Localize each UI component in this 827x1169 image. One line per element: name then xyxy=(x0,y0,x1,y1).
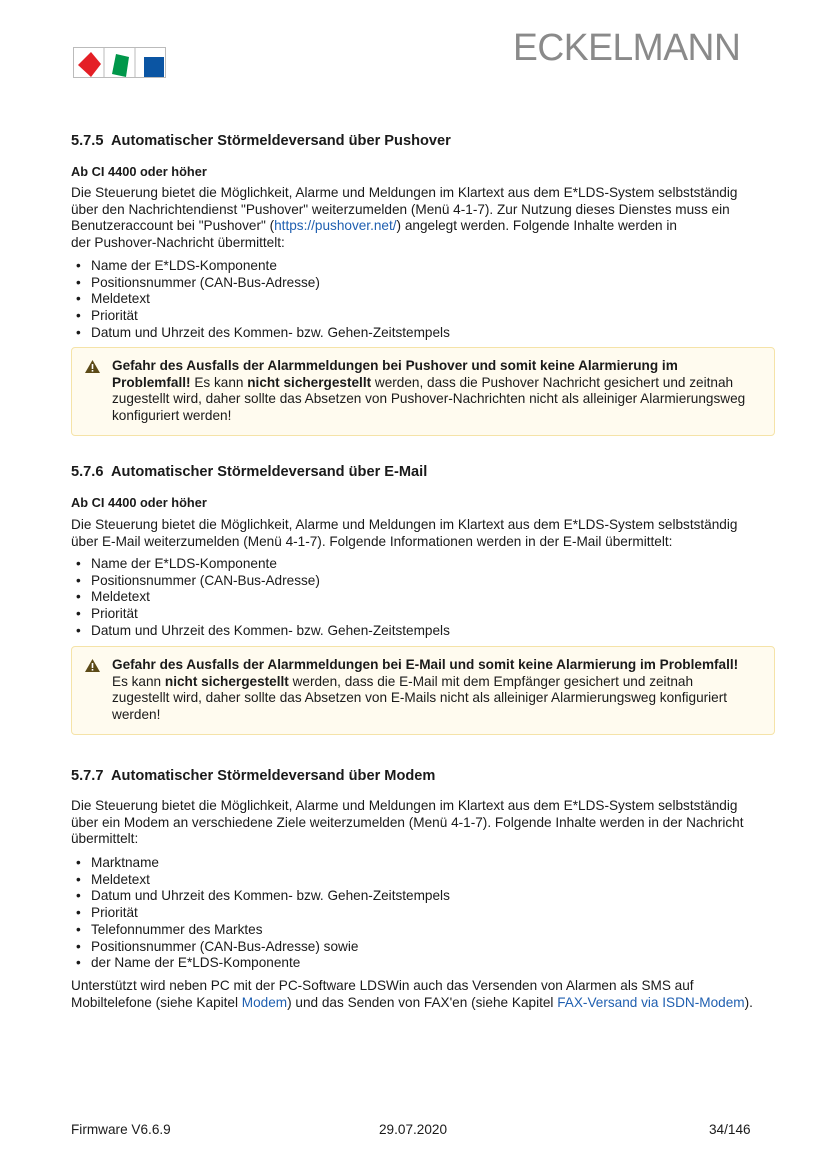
list-item: • der Name der E*LDS-Komponente xyxy=(71,955,759,972)
version-note: Ab CI 4400 oder höher xyxy=(71,164,207,179)
section-heading-email: 5.7.6 Automatischer Störmeldeversand über E-Mail xyxy=(71,464,428,480)
list-item: • Telefonnummer des Marktes xyxy=(71,922,759,939)
paragraph: Unterstützt wird neben PC mit der PC-Software LDSWin auch das Versenden von Alarmen als SMS auf Mobiltelefone (siehe Kapitel Modem) und das Senden von FAX'en (siehe Kapitel FAX-Versand via ISDN-Modem). xyxy=(71,978,753,1010)
section-heading-modem: 5.7.7 Automatischer Störmeldeversand über Modem xyxy=(71,768,436,784)
fax-link[interactable]: FAX-Versand via ISDN-Modem xyxy=(557,994,745,1010)
paragraph: Die Steuerung bietet die Möglichkeit, Alarme und Meldungen im Klartext aus dem E*LDS-System selbstständig über E-Mail weiterzumelden (Menü 4-1-7). Folgende Informationen werden in der E-Mail übermittelt: xyxy=(71,517,738,549)
modem-link[interactable]: Modem xyxy=(241,994,288,1010)
eckelmann-logo-icon xyxy=(73,47,166,79)
warning-box: Gefahr des Ausfalls der Alarmmeldungen bei E-Mail und somit keine Alarmierung im Problemfall! Es kann nicht sichergestellt werden, dass die E-Mail mit dem Empfänger gesichert und zeitnah zugestellt wird, daher sollte das Absetzen von E-Mails nicht als alleiniger Alarmierungsweg konfiguriert werden! xyxy=(71,646,775,735)
warning-icon xyxy=(85,360,100,373)
warning-box: Gefahr des Ausfalls der Alarmmeldungen bei Pushover und somit keine Alarmierung im Problemfall! Es kann nicht sichergestellt werden, dass die Pushover Nachricht gesichert und zeitnah zugestellt wird, daher sollte das Absetzen von Pushover-Nachrichten nicht als alleiniger Alarmierungsweg konfiguriert werden! xyxy=(71,347,775,436)
list-item: • Priorität xyxy=(71,606,759,623)
footer-page-number: 34/146 xyxy=(709,1122,751,1137)
list-item: • Name der E*LDS-Komponente xyxy=(71,556,759,573)
version-note: Ab CI 4400 oder höher xyxy=(71,495,207,510)
list-item: • Priorität xyxy=(71,308,759,325)
section-heading-pushover: 5.7.5 Automatischer Störmeldeversand über Pushover xyxy=(71,133,451,149)
bullet-list xyxy=(71,258,759,342)
list-item: • Priorität xyxy=(71,905,759,922)
list-item: • Marktname xyxy=(71,855,759,872)
bullet-list xyxy=(71,855,759,972)
pushover-link[interactable]: https://pushover.net/ xyxy=(274,218,397,234)
warning-icon xyxy=(85,659,100,672)
list-item: • Meldetext xyxy=(71,589,759,606)
list-item: • Datum und Uhrzeit des Kommen- bzw. Gehen-Zeitstempels xyxy=(71,888,759,905)
list-item: • Datum und Uhrzeit des Kommen- bzw. Gehen-Zeitstempels xyxy=(71,623,759,640)
list-item: • Positionsnummer (CAN-Bus-Adresse) sowie xyxy=(71,939,759,956)
list-item: • Meldetext xyxy=(71,291,759,308)
brand-name: ECKELMANN xyxy=(513,27,741,69)
list-item: • Positionsnummer (CAN-Bus-Adresse) xyxy=(71,275,759,292)
list-item: • Positionsnummer (CAN-Bus-Adresse) xyxy=(71,573,759,590)
list-item: • Meldetext xyxy=(71,872,759,889)
paragraph: Die Steuerung bietet die Möglichkeit, Alarme und Meldungen im Klartext aus dem E*LDS-System selbstständig über ein Modem an verschiedene Ziele weiterzumelden (Menü 4-1-7). Folgende Inhalte werden in der Nachricht übermittelt: xyxy=(71,798,744,847)
bullet-list xyxy=(71,556,759,640)
footer-version: Firmware V6.6.9 xyxy=(71,1122,171,1137)
list-item: • Datum und Uhrzeit des Kommen- bzw. Gehen-Zeitstempels xyxy=(71,325,759,342)
list-item: • Name der E*LDS-Komponente xyxy=(71,258,759,275)
footer-date: 29.07.2020 xyxy=(379,1122,448,1137)
paragraph: Die Steuerung bietet die Möglichkeit, Alarme und Meldungen im Klartext aus dem E*LDS-System selbstständig über den Nachrichtendienst "Pushover" weiterzumelden (Menü 4-1-7). Zur Nutzung dieses Dienstes muss ein Benutzeraccount bei "Pushover" (https://pushover.net/) angelegt werden. Folgende Inhalte werden in der Pushover-Nachricht übermittelt: xyxy=(71,185,738,251)
